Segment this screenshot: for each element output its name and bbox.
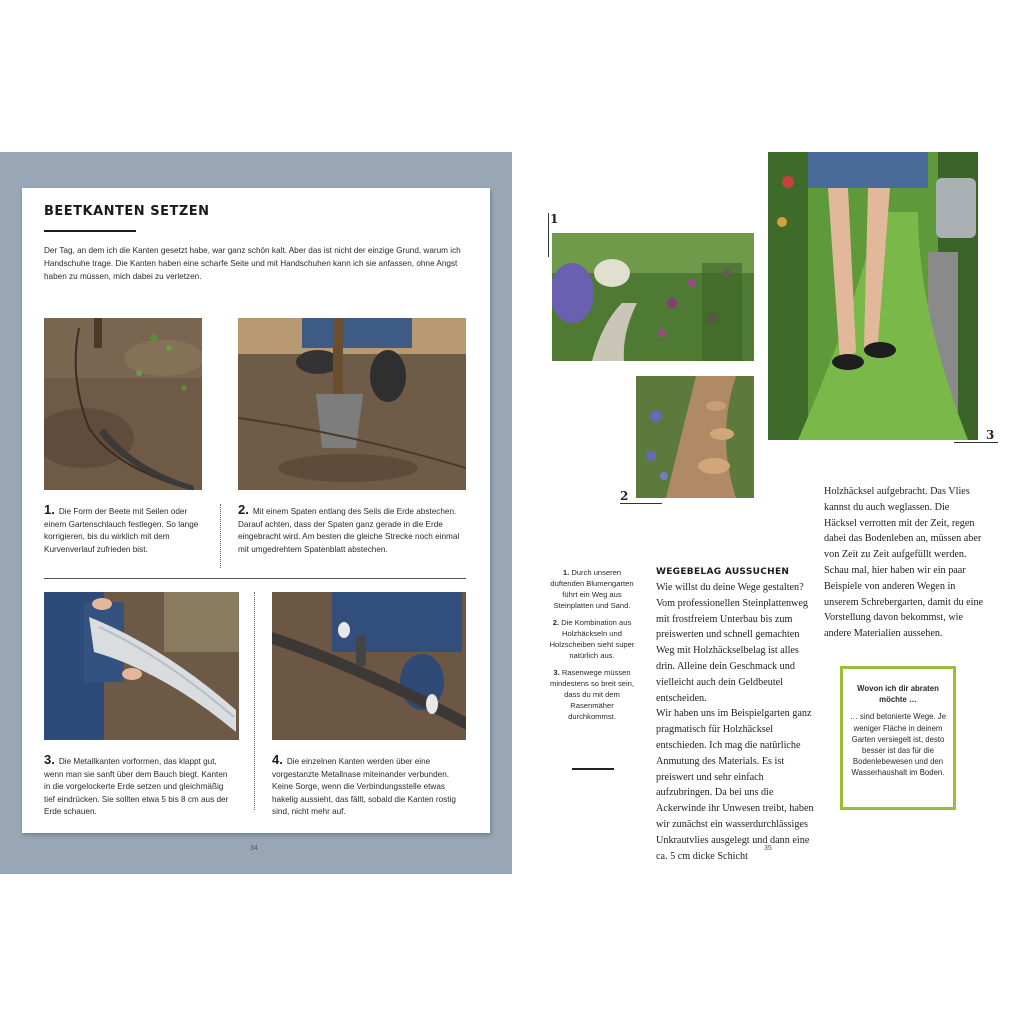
paragraph: Holzhäcksel aufgebracht. Das Vlies kannst du auch weglassen. Die Häcksel verrotten mit der Zeit, regen dabei das Bodenleben an, müssen aber von Zeit zu Zeit aufgefüllt werden. Schau mal, hier haben wir ein paar Beispiele von anderen Wegen in unserem Schrebergarten, damit du eine Vorstellung davon bekommst, wie andere Materialien aussehen.	[824, 486, 984, 640]
photo-step-2	[238, 318, 466, 490]
intro-text: Der Tag, an dem ich die Kanten gesetzt habe, war ganz schön kalt. Aber das ist nicht der einzige Grund, warum ich Handschuhe trage. Die Kanten haben eine scharfe Seite und mit Handschuhen kann ich sie anfassen, ohne Angst haben zu müssen, mich dabei zu verletzen.	[44, 246, 461, 281]
caption-text: Rasenwege müssen mindestens so breit sein, dass du mit dem Rasenmäher durchkommst.	[550, 668, 634, 721]
caption-1	[548, 567, 636, 611]
photo-captions	[548, 567, 636, 728]
photo-marker-2: 2	[620, 489, 629, 503]
paragraph: Wir haben uns im Beispielgarten ganz pragmatisch für Holzhäcksel entschieden. Ich mag die natürliche Anmutung des Materials. Es ist preiswert und sehr einfach aufzubringen. Da bei uns die Ackerwinde ihr Unwesen treibt, haben wir zunächst ein wasserdurchlässiges Unkrautvlies ausgelegt und dann eine ca. 5 cm dicke Schicht	[656, 708, 814, 862]
caption-2	[548, 617, 636, 661]
caption-number: 1.	[562, 568, 570, 577]
step-number: 3.	[44, 752, 55, 767]
title-underline	[44, 230, 136, 232]
photo-step-1	[44, 318, 202, 490]
photo-lawn-path	[768, 152, 978, 440]
step-text: Die Form der Beete mit Seilen oder einem Gartenschlauch festlegen. So lange korrigieren, bis du wirklich mit dem Kurvenverlauf zufrieden bist.	[44, 507, 199, 554]
page-number-right: 35	[764, 845, 772, 852]
step-3	[44, 754, 236, 819]
divider	[220, 504, 221, 568]
marker-line	[620, 503, 662, 504]
page-title: BEETKANTEN SETZEN	[44, 204, 210, 219]
section-title: WEGEBELAG AUSSUCHEN	[656, 567, 790, 577]
caption-rule	[572, 768, 614, 770]
step-number: 2.	[238, 502, 249, 517]
paragraph: Wie willst du deine Wege gestalten? Vom professionellen Steinplattenweg mit frostfreiem Unterbau bis zum preiswerten und schnell gemachten Weg mit Holzhäckselbelag ist alles drin. Alleine dein Geschmack und vielleicht auch dein Geldbeutel entscheiden.	[656, 582, 809, 704]
step-text: Die Metallkanten vorformen, das klappt gut, wenn man sie sanft über dem Bauch biegt. Kanten in die vorgelockerte Erde setzen und gleichmäßig tief eindrücken. Sie sollten etwa 5 bis 8 cm aus der Erde schauen.	[44, 757, 229, 816]
step-text: Mit einem Spaten entlang des Seils die Erde abstechen. Darauf achten, dass der Spaten ganz gerade in die Erde eingebracht wird. Am besten die gleiche Strecke noch einmal mit umgedrehtem Spatenblatt abstechen.	[238, 507, 460, 554]
caption-text: Durch unseren duftenden Blumengarten führt ein Weg aus Steinplatten und Sand.	[550, 568, 634, 610]
photo-garden-path-stone	[552, 233, 754, 361]
caption-3	[548, 667, 636, 722]
step-1	[44, 504, 210, 556]
photo-step-3	[44, 592, 239, 740]
step-text: Die einzelnen Kanten werden über eine vorgestanzte Metallnase miteinander verbunden. Keine Sorge, wenn die Verbindungsstelle etwas hakelig aussieht, das fällt, sobald die Kanten rostig sind, nicht mehr auf.	[272, 757, 456, 816]
body-column-2	[824, 484, 984, 642]
caption-number: 2.	[552, 618, 560, 627]
caption-number: 3.	[553, 668, 560, 677]
step-number: 4.	[272, 752, 283, 767]
photo-marker-1: 1	[550, 212, 559, 226]
left-page	[0, 152, 512, 874]
section-divider	[44, 578, 466, 579]
body-column-1	[656, 580, 814, 864]
tip-title: Wovon ich dir abraten möchte …	[857, 684, 939, 705]
marker-line	[548, 213, 549, 257]
caption-text: Die Kombination aus Holzhäckseln und Holzscheiben sieht super natürlich aus.	[549, 618, 635, 660]
divider	[254, 592, 255, 810]
marker-line	[954, 442, 998, 443]
photo-garden-path-woodchips	[636, 376, 754, 498]
page-number-left: 34	[250, 845, 258, 852]
step-4	[272, 754, 466, 819]
step-number: 1.	[44, 502, 55, 517]
tip-text: … sind betonierte Wege. Je weniger Fläche in deinem Garten versiegelt ist, desto besser ist das für die Bodenlebewesen und den Wasserhaushalt im Boden.	[849, 712, 947, 778]
tip-box	[840, 666, 956, 810]
photo-step-4	[272, 592, 466, 740]
step-2	[238, 504, 466, 556]
instruction-card	[22, 188, 490, 833]
photo-marker-3: 3	[986, 428, 995, 442]
